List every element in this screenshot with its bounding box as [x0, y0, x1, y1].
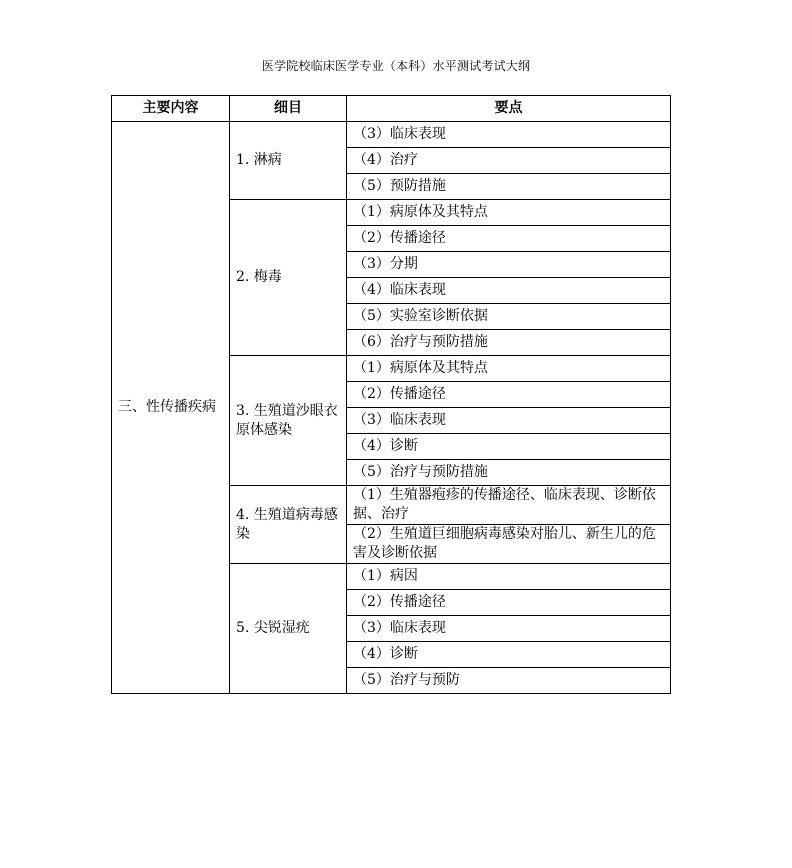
syllabus-table — [111, 95, 671, 694]
key-point-cell: （5）预防措施 — [347, 174, 671, 200]
sub-item-cell: 3. 生殖道沙眼衣原体感染 — [230, 356, 347, 486]
table-row — [112, 122, 671, 148]
sub-item-cell: 5. 尖锐湿疣 — [230, 564, 347, 694]
key-point-cell: （3）分期 — [347, 252, 671, 278]
header-sub-item: 细目 — [230, 96, 347, 122]
key-point-cell: （4）诊断 — [347, 434, 671, 460]
sub-item-cell: 2. 梅毒 — [230, 200, 347, 356]
key-point-cell: （1）病因 — [347, 564, 671, 590]
key-point-cell: （4）临床表现 — [347, 278, 671, 304]
key-point-cell: （2）传播途径 — [347, 590, 671, 616]
page-title: 医学院校临床医学专业（本科）水平测试考试大纲 — [261, 59, 531, 73]
key-point-cell: （1）病原体及其特点 — [347, 356, 671, 382]
key-point-cell: （3）临床表现 — [347, 616, 671, 642]
key-point-cell: （4）诊断 — [347, 642, 671, 668]
key-point-cell: （1）生殖器疱疹的传播途径、临床表现、诊断依据、治疗 — [347, 486, 671, 525]
key-point-cell: （2）传播途径 — [347, 382, 671, 408]
key-point-cell: （4）治疗 — [347, 148, 671, 174]
key-point-cell: （5）治疗与预防措施 — [347, 460, 671, 486]
key-point-cell: （5）治疗与预防 — [347, 668, 671, 694]
key-point-cell: （3）临床表现 — [347, 408, 671, 434]
key-point-cell: （2）生殖道巨细胞病毒感染对胎儿、新生儿的危害及诊断依据 — [347, 525, 671, 564]
key-point-cell: （6）治疗与预防措施 — [347, 330, 671, 356]
sub-item-cell: 4. 生殖道病毒感染 — [230, 486, 347, 564]
main-content-cell: 三、性传播疾病 — [112, 122, 230, 694]
key-point-cell: （5）实验室诊断依据 — [347, 304, 671, 330]
header-main-content: 主要内容 — [112, 96, 230, 122]
header-row — [112, 96, 671, 122]
sub-item-cell: 1. 淋病 — [230, 122, 347, 200]
key-point-cell: （3）临床表现 — [347, 122, 671, 148]
header-key-points: 要点 — [347, 96, 671, 122]
key-point-cell: （1）病原体及其特点 — [347, 200, 671, 226]
key-point-cell: （2）传播途径 — [347, 226, 671, 252]
